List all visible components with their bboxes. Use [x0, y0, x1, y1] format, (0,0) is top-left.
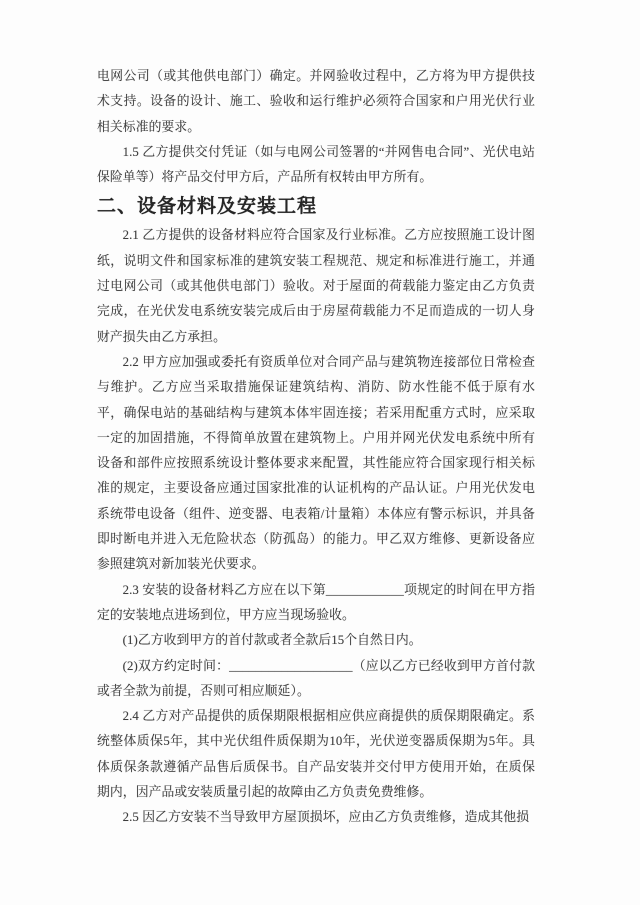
section-2-heading: 二、设备材料及安装工程 [97, 196, 318, 218]
clause-2-5: 2.5 因乙方安装不当导致甲方屋顶损坏，应由乙方负责维修，造成其他损 [122, 810, 530, 825]
clause-1-5: 1.5 乙方提供交付凭证（如与电网公司签署的“并网售电合同”、光伏电站保险单等）将产品交付甲方后，产品所有权转由甲方所有。 [97, 144, 535, 185]
clause-2-1: 2.1 乙方提供的设备材料应符合国家及行业标准。乙方应按照施工设计图纸，说明文件和国家标准的建筑安装工程规范、规定和标准进行施工，并通过电网公司（或其他供电部门）验收。对于屋面的荷载能力鉴定由乙方负责完成，在光伏发电系统安装完成后由于房屋荷载能力不足而造成的一切人身财产损失由乙方承担。 [97, 228, 535, 344]
paragraph-continuation: 电网公司（或其他供电部门）确定。并网验收过程中，乙方将为甲方提供技术支持。设备的设计、施工、验收和运行维护必须符合国家和户用光伏行业相关标准的要求。 [97, 69, 535, 134]
clause-2-4: 2.4 乙方对产品提供的质保期限根据相应供应商提供的质保期限确定。系统整体质保5年，其中光伏组件质保期为10年，光伏逆变器质保期为5年。具体质保条款遵循产品售后质保书。自产品安装并交付甲方使用开始，在质保期内，因产品或安装质量引起的故障由乙方负责免费维修。 [97, 709, 535, 800]
clause-2-3-item-2: (2)双方约定时间：___________________（应以乙方已经收到甲方首付款或者全款为前提，否则可相应顺延）。 [97, 658, 535, 698]
clause-2-3-item-1: (1)乙方收到甲方的首付款或者全款后15个自然日内。 [122, 633, 422, 648]
clause-2-3: 2.3 安装的设备材料乙方应在以下第____________项规定的时间在甲方指定的安装地点进场到位，甲方应当现场验收。 [97, 582, 535, 622]
clause-2-2: 2.2 甲方应加强或委托有资质单位对合同产品与建筑物连接部位日常检查与维护。乙方应当采取措施保证建筑结构、消防、防水性能不低于原有水平，确保电站的基础结构与建筑本体牢固连接；若采用配重方式时，应采取一定的加固措施，不得简单放置在建筑物上。户用并网光伏发电系统中所有设备和部件应按照系统设计整体要求来配置，其性能应符合国家现行相关标准的规定，主要设备应通过国家批准的认证机构的产品认证。户用光伏发电系统带电设备（组件、逆变器、电表箱/计量箱）本体应有警示标识，并具备即时断电并进入无危险状态（防孤岛）的能力。甲乙双方维修、更新设备应参照建筑对新加装光伏要求。 [97, 354, 535, 572]
contract-text-body [97, 64, 535, 831]
